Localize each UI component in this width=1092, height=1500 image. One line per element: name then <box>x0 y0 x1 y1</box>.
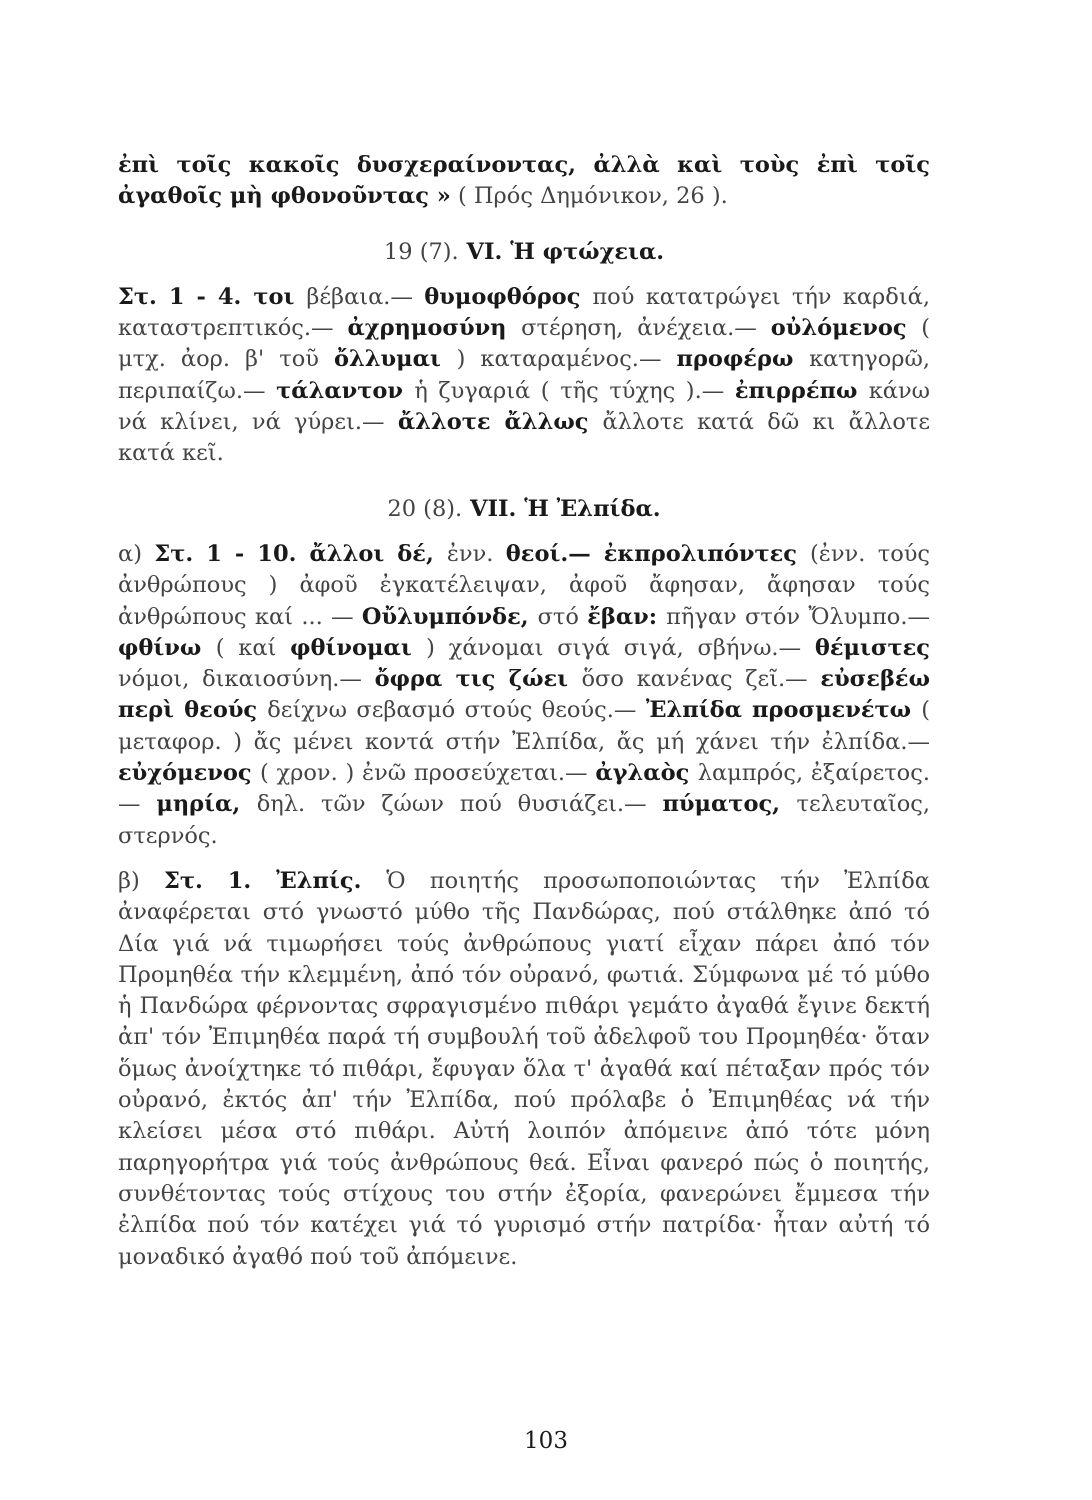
section-20-number: 20 (8). <box>387 495 463 522</box>
section-20-glossary-a <box>118 539 930 852</box>
gloss-text: ἡ ζυγαριά ( τῆς τύχης ).— <box>414 377 735 404</box>
gloss-term: προφέρω <box>676 346 810 373</box>
gloss-text: ( μτχ. ἀορ. β' τοῦ <box>118 315 930 373</box>
gloss-text: δείχνω σεβασμό στούς θεούς.— <box>267 697 646 724</box>
gloss-term: Στ. 1. Ἐλπίς. <box>163 867 387 894</box>
gloss-text: στό <box>537 603 588 630</box>
gloss-term: Στ. 1 - 10. <box>154 540 310 567</box>
gloss-term: ὄλλυμαι <box>334 346 457 373</box>
gloss-text: δηλ. τῶν ζώων πού θυσιάζει.— <box>256 791 663 818</box>
gloss-text: κατηγορῶ, περιπαίζω.— <box>118 346 930 404</box>
gloss-term: θεοί.— <box>505 540 604 567</box>
section-19-number: 19 (7). <box>383 238 459 265</box>
gloss-text: λαμπρός, ἐξαίρετος.— <box>118 760 930 818</box>
gloss-text: Ὁ ποιητής προσωποποιώντας τήν Ἐλπίδα ἀναφέρεται στό γνωστό μύθο τῆς Πανδώρας, πού στάλθηκε ἀπό τό Δία γιά νά τιμωρήσει τούς ἀνθρώπους γιατί εἶχαν πάρει ἀπό τόν Προμηθέα τήν κλεμμένη, ἀπό τόν οὐρανό, φωτιά. Σύμφωνα μέ τό μύθο ἡ Πανδώρα φέρνοντας σφραγισμένο πιθάρι γεμάτο ἀγαθά ἔγινε δεκτή ἀπ' τόν Ἐπιμηθέα παρά τή συμβουλή τοῦ ἀδελφοῦ του Προμηθέα· ὅταν ὅμως ἀνοίχτηκε τό πιθάρι, ἔφυγαν ὅλα τ' ἀγαθά καί πέταξαν πρός τόν οὐρανό, ἐκτός ἀπ' τήν Ἐλπίδα, πού πρόλαβε ὁ Ἐπιμηθέας νά τήν κλείσει μέσα στό πιθάρι. Αὐτή λοιπόν ἀπόμεινε ἀπό τότε μόνη παρηγορήτρα γιά τούς ἀνθρώπους θεά. Εἶναι φανερό πώς ὁ ποιητής, συνθέτοντας τούς στίχους του στήν ἐξορία, φανερώνει ἔμμεσα τήν ἐλπίδα πού τόν κατέχει γιά τό γυρισμό στήν πατρίδα· ἦταν αὐτή τό μοναδικό ἀγαθό πού τοῦ ἀπόμεινε. <box>118 867 930 1270</box>
gloss-term: ἐκπρολιπόντες <box>603 540 811 567</box>
gloss-term: ἄλλοτε ἄλλως <box>397 409 603 436</box>
gloss-term: θυμοφθόρος <box>424 283 593 310</box>
gloss-term: ὄφρα τις ζώει <box>374 666 582 693</box>
gloss-term: θέμιστες <box>814 634 930 661</box>
gloss-text: (ἐνν. τούς ἀνθρώπους ) ἀφοῦ ἐγκατέλειψαν, ἀφοῦ ἄφησαν, ἄφησαν τούς ἀνθρώπους καί ... — <box>118 540 931 630</box>
section-19-heading <box>118 237 930 268</box>
gloss-text: ὅσο κανένας ζεῖ.— <box>581 666 821 693</box>
gloss-term: Ἐλπίδα προσμενέτω <box>645 697 922 724</box>
gloss-text: ( χρον. ) ἐνῶ προσεύχεται.— <box>260 760 596 787</box>
gloss-text: β) <box>118 867 164 894</box>
gloss-text: ( καί <box>215 634 291 661</box>
gloss-term: εὐσεβέω περὶ θεούς <box>118 666 930 724</box>
intro-reference: ( Πρός Δημόνικον, 26 ). <box>450 183 728 210</box>
gloss-term: οὐλόμενος <box>770 315 922 342</box>
gloss-term: Στ. 1 - 4. <box>118 283 254 310</box>
page-body <box>118 150 930 1273</box>
section-20-heading <box>118 494 930 525</box>
gloss-term: Οὔλυμπόνδε, <box>361 603 538 630</box>
gloss-text: α) <box>118 540 155 567</box>
gloss-text: κάνω νά κλίνει, νά γύρει.— <box>118 377 930 436</box>
gloss-text: ἐνν. <box>446 540 506 567</box>
gloss-text: ) χάνομαι σιγά σιγά, σβήνω.— <box>426 634 815 661</box>
gloss-text: ) καταραμένος.— <box>456 346 677 373</box>
gloss-term: ἄλλοι δέ, <box>309 540 447 567</box>
gloss-text: τελευταῖος, στερνός. <box>118 791 930 849</box>
gloss-term: ἔβαν: <box>587 603 667 630</box>
gloss-text: ἄλλοτε κατά δῶ κι ἄλλοτε κατά κεῖ. <box>118 409 930 467</box>
gloss-term: εὐχόμενος <box>118 760 260 787</box>
gloss-text: βέβαια.— <box>306 283 425 310</box>
gloss-term: μηρία, <box>156 791 257 818</box>
gloss-text: ( μεταφορ. ) ἄς μένει κοντά στήν Ἐλπίδα, ἄς μή χάνει τήν ἐλπίδα.— <box>118 697 930 755</box>
gloss-text: πῆγαν στόν Ὄλυμπο.— <box>666 603 930 630</box>
gloss-term: φθίνομαι <box>290 634 427 661</box>
gloss-term: πύματος, <box>662 791 797 818</box>
gloss-text: νόμοι, δικαιοσύνη.— <box>118 666 375 693</box>
section-20-commentary-b <box>118 866 930 1273</box>
gloss-term: ἀχρημοσύνη <box>347 315 522 342</box>
section-20-title: VII. Ἡ Ἐλπίδα. <box>462 495 661 522</box>
gloss-text: στέρηση, ἀνέχεια.— <box>521 315 771 342</box>
gloss-term: τάλαντον <box>276 377 415 404</box>
page-number: 103 <box>524 1428 568 1454</box>
gloss-term: ἐπιρρέπω <box>734 377 869 404</box>
gloss-text: πού κατατρώγει τήν καρδιά, καταστρεπτικός.— <box>118 283 930 342</box>
gloss-term: τοι <box>253 283 307 310</box>
intro-paragraph <box>118 150 930 213</box>
gloss-term: ἀγλαὸς <box>595 760 698 787</box>
section-19-title: VI. Ἡ φτώχεια. <box>458 238 665 265</box>
gloss-term: φθίνω <box>118 634 216 661</box>
intro-quote: ἐπὶ τοῖς κακοῖς δυσχεραίνοντας, ἀλλὰ καὶ τοὺς ἐπὶ τοῖς ἀγαθοῖς μὴ φθονοῦντας » <box>118 152 930 210</box>
section-19-glossary <box>118 282 930 470</box>
